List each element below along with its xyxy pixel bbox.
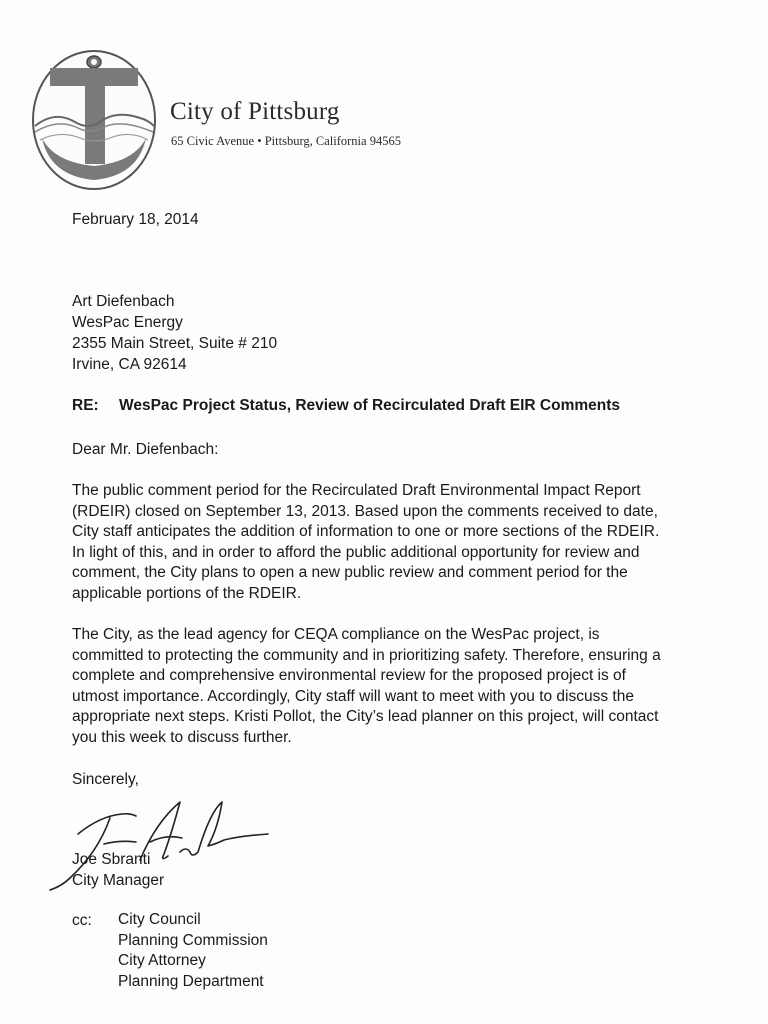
signer-name: Joe Sbranti [72, 851, 151, 868]
body-paragraph-2 [72, 624, 661, 748]
subject-label: RE: [72, 397, 99, 414]
subject-line [72, 395, 620, 416]
paragraph-line: committed to protecting the community and in prioritizing safety. Therefore, ensuring a [72, 646, 661, 664]
body-paragraph-1 [72, 480, 659, 604]
paragraph-line: The City, as the lead agency for CEQA compliance on the WesPac project, is [72, 626, 600, 643]
paragraph-line: City staff anticipates the addition of information to one or more sections of the RDEIR. [72, 523, 660, 541]
paragraph-line: appropriate next steps. Kristi Pollot, the City’s lead planner on this project, will contact [72, 708, 659, 726]
cc-recipient: City Council [118, 911, 201, 928]
paragraph-line: utmost importance. Accordingly, City staff will want to meet with you to discuss the [72, 687, 634, 705]
paragraph-line: applicable portions of the RDEIR. [72, 584, 302, 602]
salutation: Dear Mr. Diefenbach: [72, 441, 219, 458]
subject-text: WesPac Project Status, Review of Recirculated Draft EIR Comments [119, 397, 621, 414]
recipient-line: 2355 Main Street, Suite # 210 [72, 335, 278, 352]
paragraph-line: complete and comprehensive environmental review for the proposed project is of [72, 667, 626, 685]
paragraph-line: comment, the City plans to open a new public review and comment period for the [72, 564, 628, 582]
paragraph-line: In light of this, and in order to afford the public additional opportunity for review and [72, 543, 640, 561]
city-address: 65 Civic Avenue • Pittsburg, California 94565 [171, 134, 401, 148]
closing: Sincerely, [72, 771, 139, 788]
cc-recipient: Planning Commission [118, 931, 268, 949]
recipient-line: WesPac Energy [72, 314, 183, 331]
recipient-line: Art Diefenbach [72, 293, 175, 310]
paragraph-line: The public comment period for the Recirculated Draft Environmental Impact Report [72, 482, 641, 499]
cc-recipient: City Attorney [118, 952, 206, 969]
paragraph-line: (RDEIR) closed on September 13, 2013. Based upon the comments received to date, [72, 502, 658, 520]
letter-date: February 18, 2014 [72, 211, 199, 228]
cc-recipient-list [118, 910, 268, 992]
recipient-address [72, 291, 277, 375]
cc-label: cc: [72, 912, 92, 929]
city-seal-anchor-logo [30, 48, 158, 192]
cc-recipient: Planning Department [118, 972, 264, 990]
city-name: City of Pittsburg [170, 98, 340, 125]
recipient-line: Irvine, CA 92614 [72, 356, 187, 373]
signer-title: City Manager [72, 872, 165, 889]
paragraph-line: you this week to discuss further. [72, 728, 292, 746]
